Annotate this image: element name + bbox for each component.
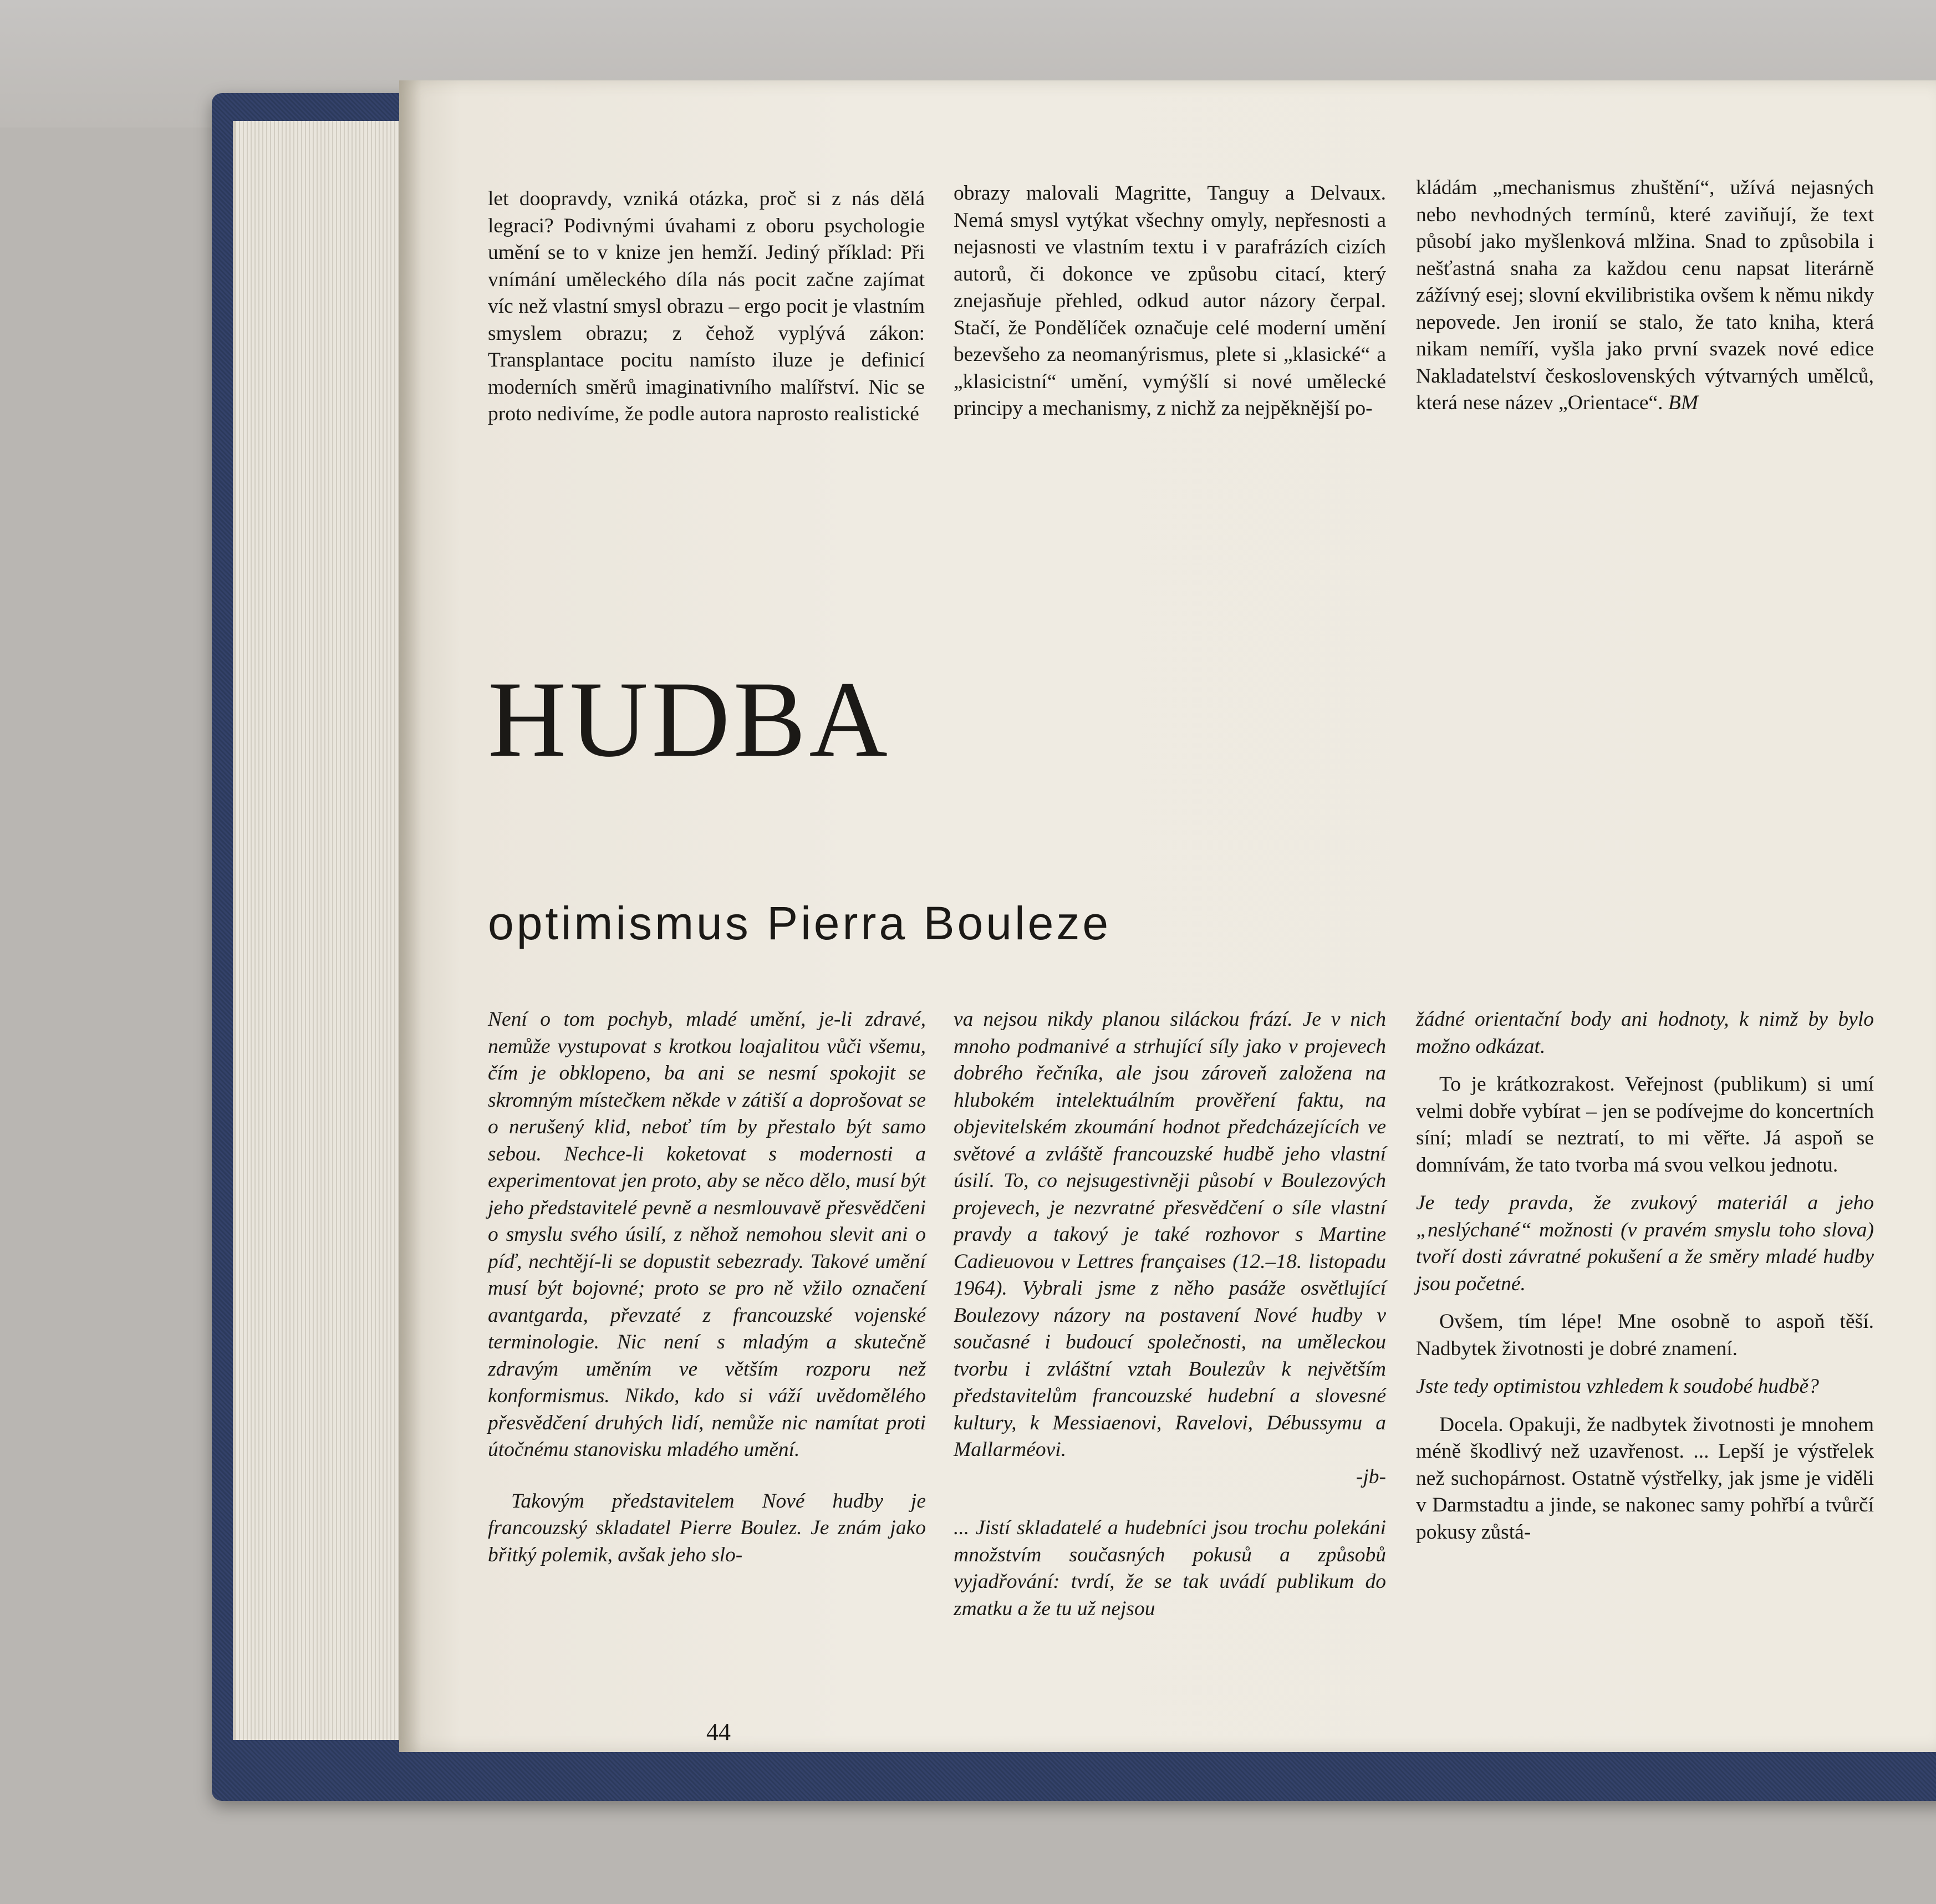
interview-question-2: Je tedy pravda, že zvukový materiál a jeho „neslýchané“ možnosti (v pravém smyslu toho slova) tvoří dosti závratné pokušení a že směry mladé hudby jsou početné.	[1416, 1192, 1874, 1295]
bottom-column-1	[488, 1006, 926, 1569]
article-title: optimismus Pierra Bouleze	[488, 897, 1112, 949]
interview-question-3: Jste tedy optimistou vzhledem k soudobé hudbě?	[1416, 1375, 1819, 1398]
intro-paragraph-1: Není o tom pochyb, mladé umění, je-li zdravé, nemůže vystupovat s krotkou loajalitou vůči všemu, čím je obklopeno, ba ani se nesmí spokojit se skromným místečkem někde v zátiší a doprošovat se o nerušený klid, neboť tím by přestalo být samo sebou. Nechce-li koketovat s modernosti a experimentovat jen proto, aby se něco dělo, musí být jeho představitelé pevně a nesmlouvavě přesvědčeni o smyslu svého úsilí, z něhož nemohou slevit ani o píď, nechtějí-li se dopustit sebezrady. Takové umění musí být bojovné; proto se pro ně vžilo označení avantgarda, převzaté z francouzské vojenské terminologie. Nic není s mladým a skutečně zdravým uměním ve větším rozporu než konformismus. Nikdo, kdo si váží uvědomělého přesvědčení druhých lidí, nemůže nic namítat proti útočnému stanovisku mladého umění.	[488, 1008, 926, 1461]
interview-answer-3: Docela. Opakuji, že nadbytek životnosti je mnohem méně škodlivý než uzavřenost. ... Lepší je výstřelek než suchopárnost. Ostatně výstřelky, jak jsme je viděli v Darmstadtu a jinde, se nakonec samy pohřbí a tvůrčí pokusy zůstá-	[1416, 1413, 1874, 1544]
intro-paragraph-3: va nejsou nikdy planou siláckou frází. Je v nich mnoho podmanivé a strhující síly jako v projevech dobrého řečníka, ale jsou zároveň založena na hlubokém intelektuálním prověření faktu, na objevitelském zkoumání hodnot předcházejících ve světové a zvláště francouzské hudbě jeho vlastní úsilí. To, co nejsugestivněji působí v Boulezových projevech, je nezvratné přesvědčení o síle vlastní pravdy a takový je také rozhovor s Martine Cadieuovou v Lettres françaises (12.–18. listopadu 1964). Vybrali jsme z něho pasáže osvětlující Boulezovy názory na postavení Nové hudby v současné i budoucí společnosti, na uměleckou tvorbu i zvláštní vztah Boulezův k největším představitelům francouzské hudební a slovesné kultury, k Messiaenovi, Ravelovi, Débussymu a Mallarméovi.	[954, 1008, 1386, 1461]
top-column-2-text: obrazy malovali Magritte, Tanguy a Delvaux. Nemá smysl vytýkat všechny omyly, nepřesnosti a nejasnosti ve vlastním textu i v parafrázích cizích autorů, či dokonce ve způsobu citací, který znejasňuje přehled, odkud autor názory čerpal. Stačí, že Pondělíček označuje celé moderní umění bezevšeho za neomanýrismus, plete si „klasické“ a „klasicistní“ umění, vymýšlí si nové umělecké principy a mechanismy, z nichž za nejpěknější po-	[954, 182, 1386, 420]
page-stack-edges	[233, 121, 419, 1740]
bottom-column-3	[1416, 1006, 1874, 1546]
page-gutter-shadow	[399, 80, 421, 1752]
top-column-3-text: kládám „mechanismus zhuštění“, užívá nejasných nebo nevhodných termínů, které zaviňují, že text působí jako myšlenková mlžina. Snad to způsobila i nešťastná snaha za každou cenu napsat literárně zážívný esej; slovní ekvilibristika ovšem k němu nikdy nepovede. Jen ironií se stalo, že tato kniha, která nikam nemíří, vyšla jako první svazek nové edice Nakladatelství československých výtvarných umělců, která nese název „Orientace“.	[1416, 176, 1874, 414]
top-column-1	[488, 186, 925, 428]
author-initials: BM	[1668, 391, 1699, 414]
top-column-3	[1416, 175, 1874, 417]
page-number: 44	[706, 1718, 731, 1745]
intro-paragraph-2: Takovým představitelem Nové hudby je francouzský skladatel Pierre Boulez. Je znám jako břitký polemik, avšak jeho slo-	[488, 1489, 926, 1566]
interview-answer-2: Ovšem, tím lépe! Mne osobně to aspoň těší. Nadbytek životnosti je dobré znamení.	[1416, 1310, 1874, 1360]
section-heading: HUDBA	[488, 659, 891, 780]
intro-signature: -jb-	[1356, 1465, 1386, 1488]
top-column-2	[954, 180, 1386, 422]
top-column-1-text: let doopravdy, vzniká otázka, proč si z nás dělá legraci? Podivnými úvahami z oboru psychologie umění se to v knize jen hemží. Jediný příklad: Při vnímání uměleckého díla nás pocit začne zajímat víc než vlastní smysl obrazu – ergo pocit je vlastním smyslem obrazu; z čehož vyplývá zákon: Transplantace pocitu namísto iluze je definicí moderních směrů imaginativního malířství. Nic se proto nedivíme, že podle autora naprosto realistické	[488, 187, 925, 425]
bottom-column-2	[954, 1006, 1386, 1622]
interview-question-1: ... Jistí skladatelé a hudebníci jsou trochu polekáni množstvím současných pokusů a způsobů vyjadřování: tvrdí, že se tak uvádí publikum do zmatku a že tu už nejsou	[954, 1516, 1386, 1620]
interview-question-1-end: žádné orientační body ani hodnoty, k nimž by bylo možno odkázat.	[1416, 1008, 1874, 1058]
interview-answer-1: To je krátkozrakost. Veřejnost (publikum) si umí velmi dobře vybírat – jen se podívejme do koncertních síní; mladí se neztratí, to mi věřte. Já aspoň se domnívám, že tato tvorba má svou velkou jednotu.	[1416, 1073, 1874, 1177]
